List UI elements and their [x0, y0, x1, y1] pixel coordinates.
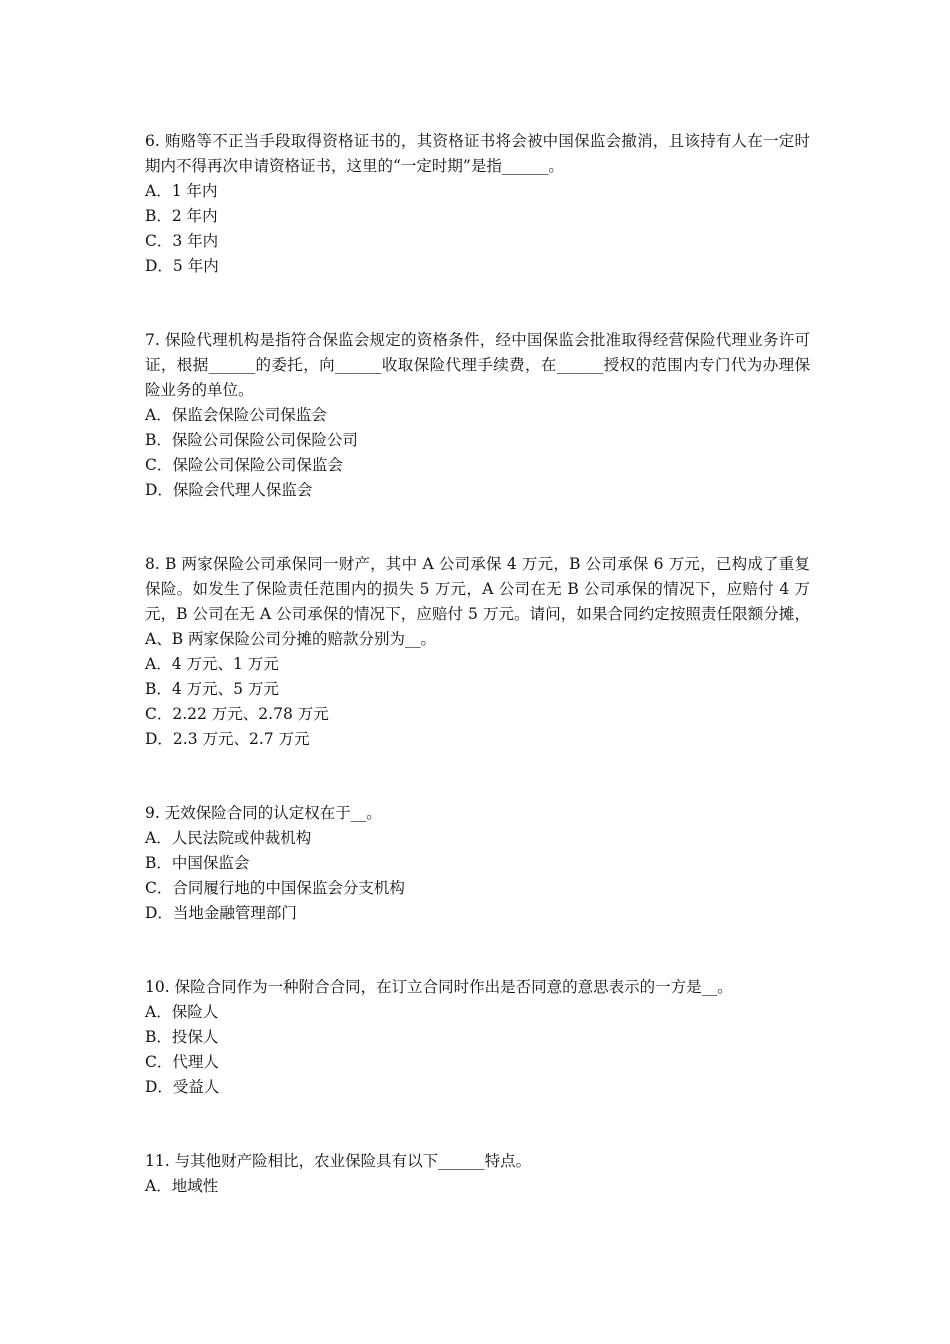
- option-d: D．受益人: [145, 1078, 220, 1096]
- option-d: D．保险会代理人保监会: [145, 481, 313, 499]
- option-c: C．合同履行地的中国保监会分支机构: [145, 879, 405, 897]
- option-c: C．2.22 万元、2.78 万元: [145, 705, 329, 723]
- option-c: C．3 年内: [145, 232, 219, 250]
- question-9: [145, 801, 810, 926]
- option-c: C．代理人: [145, 1053, 219, 1071]
- question-stem: 8. B 两家保险公司承保同一财产，其中 A 公司承保 4 万元，B 公司承保 6 万元，已构成了重复保险。如发生了保险责任范围内的损失 5 万元，A 公司在无 B 公司承保的情况下，应赔付 4 万元，B 公司在无 A 公司承保的情况下，应赔付 5 万元。请问，如果合同约定按照责任限额分摊，A、B 两家保险公司分摊的赔款分别为__。: [145, 555, 810, 648]
- option-d: D．当地金融管理部门: [145, 904, 297, 922]
- option-b: B．4 万元、5 万元: [145, 680, 279, 698]
- question-7: [145, 328, 810, 503]
- question-stem: 6. 贿赂等不正当手段取得资格证书的，其资格证书将会被中国保监会撤消，且该持有人在一定时期内不得再次申请资格证书，这里的“一定时期”是指______。: [145, 132, 810, 175]
- option-a: A．保监会保险公司保监会: [145, 406, 327, 424]
- option-d: D．5 年内: [145, 257, 219, 275]
- option-b: B．中国保监会: [145, 854, 250, 872]
- option-b: B．保险公司保险公司保险公司: [145, 431, 358, 449]
- question-10: [145, 975, 810, 1100]
- question-11: [145, 1149, 810, 1199]
- option-b: B．2 年内: [145, 207, 218, 225]
- option-a: A．人民法院或仲裁机构: [145, 829, 312, 847]
- question-stem: 7. 保险代理机构是指符合保监会规定的资格条件，经中国保监会批准取得经营保险代理业务许可证，根据______的委托，向______收取保险代理手续费，在______授权的范围内专门代为办理保险业务的单位。: [145, 331, 810, 399]
- question-stem: 11. 与其他财产险相比，农业保险具有以下______特点。: [145, 1152, 532, 1170]
- option-a: A．地域性: [145, 1177, 219, 1195]
- option-b: B．投保人: [145, 1028, 219, 1046]
- question-8: [145, 552, 810, 752]
- option-a: A．4 万元、1 万元: [145, 655, 279, 673]
- question-6: [145, 129, 810, 279]
- question-stem: 10. 保险合同作为一种附合合同，在订立合同时作出是否同意的意思表示的一方是__。: [145, 978, 733, 996]
- option-d: D．2.3 万元、2.7 万元: [145, 730, 310, 748]
- option-c: C．保险公司保险公司保监会: [145, 456, 343, 474]
- option-a: A．1 年内: [145, 182, 218, 200]
- question-stem: 9. 无效保险合同的认定权在于__。: [145, 804, 382, 822]
- option-a: A．保险人: [145, 1003, 219, 1021]
